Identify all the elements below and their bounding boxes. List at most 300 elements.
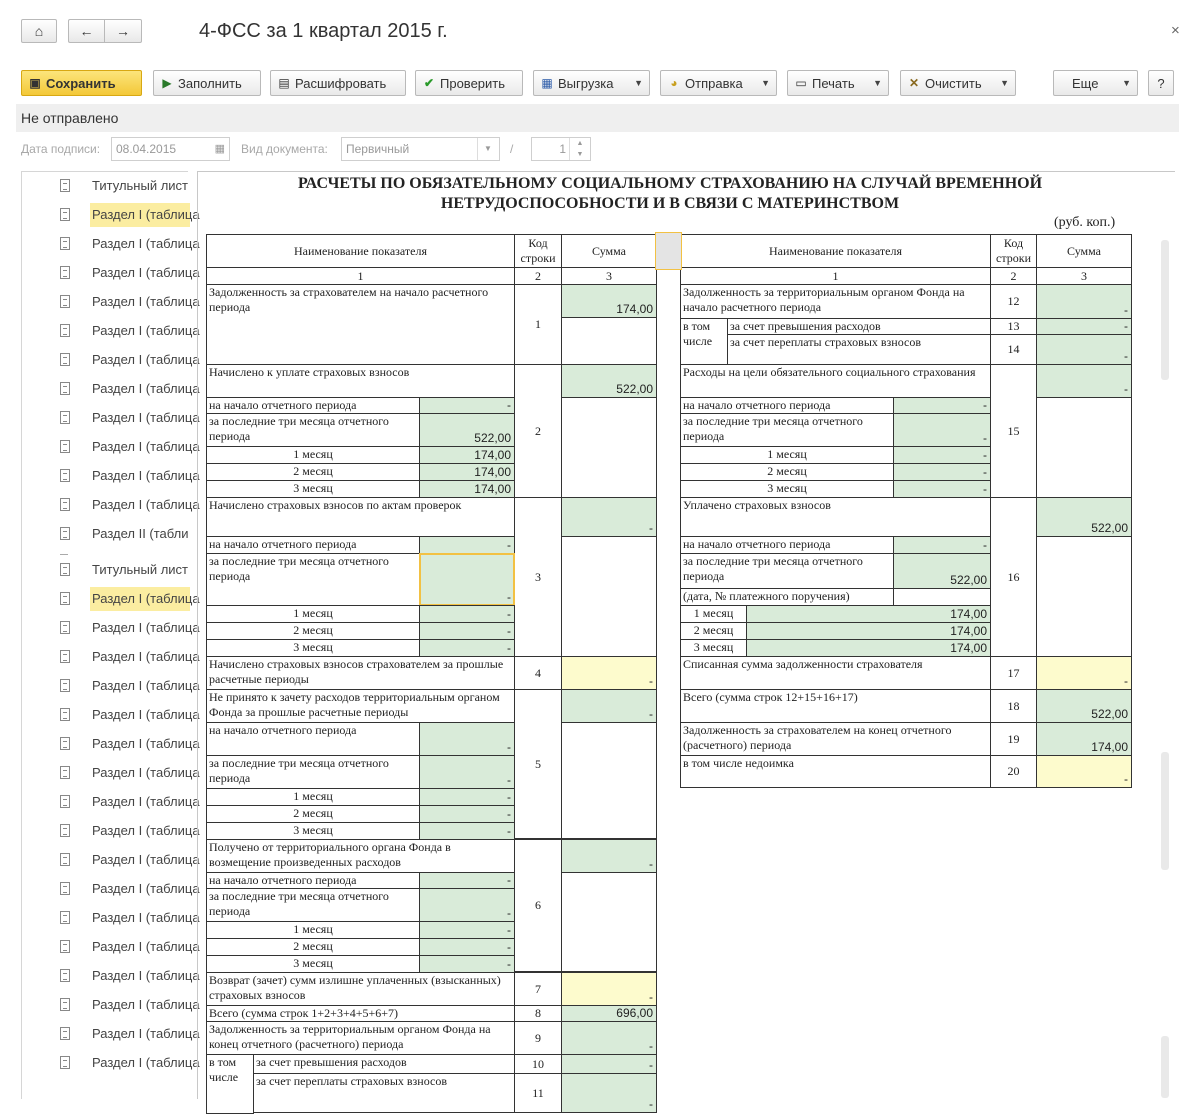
calendar-icon[interactable]: ▦ (214, 143, 225, 155)
send-label: Отправка (685, 75, 743, 91)
row-code: 1 (514, 284, 562, 365)
month-label: 2 месяц (206, 938, 420, 956)
document-icon (60, 824, 70, 837)
row-code: 19 (990, 722, 1037, 756)
value-input[interactable]: 174,00 (746, 622, 991, 640)
value-input[interactable]: - (419, 755, 515, 789)
form-title-line1: РАСЧЕТЫ ПО ОБЯЗАТЕЛЬНОМУ СОЦИАЛЬНОМУ СТРАХОВАНИЮ НА СЛУЧАЙ ВРЕМЕННОЙ (297, 175, 1043, 192)
sidebar-item-label: Раздел I (таблица (92, 620, 200, 635)
doc-type-select[interactable] (341, 137, 500, 161)
value-input[interactable]: - (419, 722, 515, 756)
row-sublabel: на начало отчетного периода (206, 872, 420, 889)
row-sublabel: за последние три месяца отчетного периода (206, 553, 420, 606)
sidebar-item[interactable] (22, 732, 200, 756)
document-icon (60, 563, 70, 576)
month-label: 2 месяц (206, 805, 420, 823)
sidebar-item[interactable] (22, 493, 200, 517)
value-input[interactable]: - (893, 397, 991, 414)
value-input[interactable]: 174,00 (419, 463, 515, 481)
check-label: Проверить (440, 75, 506, 91)
row-sublabel: за счет переплаты страховых взносов (727, 334, 991, 365)
spinner-icon[interactable]: ▲ ▼ (569, 138, 590, 160)
document-icon (60, 708, 70, 721)
payment-doc-input[interactable] (893, 588, 991, 606)
sidebar-item-label: Раздел I (таблица (92, 410, 200, 425)
empty-cell (561, 536, 657, 657)
send-globe-icon: ◕ (670, 76, 678, 90)
month-label: 1 месяц (206, 788, 420, 806)
value-input[interactable]: - (419, 822, 515, 840)
sum-input[interactable]: - (561, 1073, 657, 1113)
document-icon (60, 266, 70, 279)
empty-cell (561, 397, 657, 498)
value-input[interactable]: - (419, 872, 515, 889)
arrow-right-icon: → (116, 23, 130, 39)
row-sublabel: на начало отчетного периода (680, 536, 894, 554)
correction-number-field[interactable] (531, 137, 591, 161)
sum-input[interactable]: - (1036, 656, 1132, 690)
row-label: Задолженность за страхователем на конец отчетного (расчетного) периода (680, 722, 991, 756)
row-code: 12 (990, 284, 1037, 319)
col-header-sum: Сумма (561, 234, 657, 268)
sections-sidebar (21, 171, 200, 1099)
row-label: Возврат (зачет) сумм излишне уплаченных (взысканных) страховых взносов (206, 972, 515, 1006)
month-label: 3 месяц (206, 639, 420, 657)
row-sublabel: за счет переплаты страховых взносов (253, 1073, 515, 1113)
sidebar-item-label: Раздел I (таблица (92, 323, 200, 338)
chevron-down-icon: ▼ (761, 78, 770, 88)
sum-input[interactable]: 696,00 (561, 1005, 657, 1022)
sidebar-item[interactable] (22, 848, 200, 872)
row-label: в том числе недоимка (680, 755, 991, 788)
sidebar-item[interactable] (22, 558, 188, 582)
col-number: 2 (514, 267, 562, 285)
month-label: 3 месяц (680, 480, 894, 498)
row-sublabel: за последние три месяца отчетного периода (680, 413, 894, 447)
fill-button[interactable] (153, 70, 261, 96)
sidebar-item[interactable] (22, 261, 200, 285)
row-label: Получено от территориального органа Фонда в возмещение произведенных расходов (206, 839, 515, 873)
value-input-selected[interactable]: - (419, 553, 515, 606)
play-icon: ▶ (162, 76, 172, 90)
sidebar-item[interactable] (22, 522, 188, 546)
row-code: 16 (990, 497, 1037, 657)
document-icon (60, 998, 70, 1011)
col-number: 1 (680, 267, 991, 285)
col-header-name: Наименование показателя (680, 234, 991, 268)
col-header-sum: Сумма (1036, 234, 1132, 268)
chevron-down-icon: ▼ (873, 78, 882, 88)
clear-x-icon: ✕ (908, 76, 920, 90)
document-icon (60, 969, 70, 982)
sign-date-value: 08.04.2015 (116, 142, 177, 156)
row-code: 13 (990, 318, 1037, 335)
month-label: 1 месяц (206, 605, 420, 623)
save-label: Сохранить (46, 75, 116, 91)
row-sublabel: на начало отчетного периода (206, 536, 420, 554)
row-code: 18 (990, 689, 1037, 723)
row-label: Начислено страховых взносов по актам проверок (206, 497, 515, 537)
empty-cell (561, 872, 657, 972)
chevron-down-icon: ▼ (1000, 78, 1009, 88)
help-button[interactable] (1148, 70, 1174, 96)
clear-button[interactable] (900, 70, 1016, 96)
col-number: 3 (1036, 267, 1132, 285)
empty-cell (561, 722, 657, 839)
form-title (270, 174, 1070, 214)
document-icon (60, 324, 70, 337)
sidebar-item-label: Раздел I (таблица (92, 265, 200, 280)
month-label: 3 месяц (680, 639, 747, 657)
sum-input[interactable]: - (561, 1021, 657, 1055)
row-code: 20 (990, 755, 1037, 788)
print-button[interactable] (787, 70, 889, 96)
sidebar-item[interactable] (22, 761, 200, 785)
row-label: Не принято к зачету расходов территориальным органом Фонда за прошлые расчетные периоды (206, 689, 515, 723)
row-label: Начислено к уплате страховых взносов (206, 364, 515, 398)
sidebar-item-label: Раздел I (таблица (92, 294, 200, 309)
value-input[interactable]: - (419, 622, 515, 640)
document-icon (60, 179, 70, 192)
form-scrollbar-thumb[interactable] (1161, 240, 1169, 380)
row-code: 4 (514, 656, 562, 690)
close-icon[interactable]: × (1171, 22, 1180, 39)
value-input[interactable]: - (419, 605, 515, 623)
month-label: 1 месяц (680, 446, 894, 464)
document-icon (60, 853, 70, 866)
form-scrollbar-thumb-2[interactable] (1161, 752, 1169, 870)
fill-label: Заполнить (178, 75, 242, 91)
sum-input[interactable]: 174,00 (561, 284, 657, 318)
row-sublabel: на начало отчетного периода (680, 397, 894, 414)
sidebar-item[interactable] (22, 1051, 200, 1075)
row-code: 10 (514, 1054, 562, 1074)
form-title-line2: НЕТРУДОСПОСОБНОСТИ И В СВЯЗИ С МАТЕРИНСТВОМ (440, 195, 900, 212)
check-button[interactable] (415, 70, 523, 96)
sidebar-item-label: Раздел I (таблица (90, 587, 190, 611)
col-header-code: Код строки (514, 234, 562, 268)
value-input[interactable]: - (893, 463, 991, 481)
send-button[interactable] (660, 70, 777, 96)
home-button[interactable] (21, 19, 57, 43)
row-code: 3 (514, 497, 562, 657)
value-input[interactable]: 522,00 (893, 553, 991, 589)
month-label: 2 месяц (206, 622, 420, 640)
sidebar-item[interactable] (22, 906, 200, 930)
home-icon: ⌂ (34, 23, 44, 39)
month-label: 1 месяц (680, 605, 747, 623)
sidebar-item-label: Раздел I (таблица (92, 823, 200, 838)
sidebar-item[interactable] (22, 406, 200, 430)
sidebar-item-label: Раздел I (таблица (92, 736, 200, 751)
sidebar-item[interactable] (22, 877, 200, 901)
document-icon (60, 795, 70, 808)
floppy-disk-icon: ▣ (29, 76, 41, 90)
slash-label: / (510, 142, 514, 156)
sidebar-item[interactable] (22, 616, 200, 640)
document-icon (60, 911, 70, 924)
row-sublabel: за последние три месяца отчетного периода (680, 553, 894, 589)
sidebar-item-label: Раздел I (таблица (92, 497, 200, 512)
row-sublabel: в том числе (680, 318, 728, 365)
row-code: 9 (514, 1021, 562, 1055)
document-title: 4-ФСС за 1 квартал 2015 г. (199, 20, 448, 42)
sidebar-item[interactable] (22, 174, 188, 198)
sidebar-item-label: Раздел I (таблица (92, 968, 200, 983)
value-input[interactable]: 174,00 (419, 480, 515, 498)
sidebar-item-label: Раздел I (таблица (92, 765, 200, 780)
sidebar-item[interactable] (22, 348, 200, 372)
sum-input[interactable]: 522,00 (1036, 689, 1132, 723)
row-label: Задолженность за территориальным органом Фонда на начало расчетного периода (680, 284, 991, 319)
sidebar-item[interactable] (22, 203, 200, 227)
more-button[interactable] (1053, 70, 1138, 96)
sidebar-item-label: Раздел I (таблица (92, 910, 200, 925)
sidebar-item-label: Раздел I (таблица (90, 203, 190, 227)
document-icon (60, 737, 70, 750)
row-sublabel: за счет превышения расходов (253, 1054, 515, 1074)
sum-input[interactable]: - (561, 497, 657, 537)
value-input[interactable]: - (419, 805, 515, 823)
status-bar (16, 104, 1179, 132)
document-icon (60, 621, 70, 634)
sum-input[interactable]: 522,00 (561, 364, 657, 398)
correction-number-value: 1 (559, 142, 566, 156)
sum-input[interactable]: - (1036, 334, 1132, 365)
sidebar-item-label: Раздел I (таблица (92, 1026, 200, 1041)
row-label: Задолженность за территориальным органом Фонда на конец отчетного (расчетного) периода (206, 1021, 515, 1055)
sum-input[interactable]: - (1036, 318, 1132, 335)
document-icon (60, 469, 70, 482)
sidebar-item-label: Титульный лист (92, 562, 189, 577)
sidebar-item-label: Раздел I (таблица (92, 997, 200, 1012)
value-input[interactable]: - (419, 536, 515, 554)
chevron-down-icon: ▼ (634, 78, 643, 88)
row-label: Задолженность за страхователем на начало расчетного периода (206, 284, 515, 365)
document-icon: ▤ (278, 76, 290, 90)
value-input[interactable]: - (419, 788, 515, 806)
row-code: 14 (990, 334, 1037, 365)
document-icon (60, 527, 70, 540)
printer-icon: ▭ (795, 76, 807, 90)
sidebar-item[interactable] (22, 435, 200, 459)
sidebar-item-label: Раздел I (таблица (92, 439, 200, 454)
col-number: 1 (206, 267, 515, 285)
sidebar-item[interactable] (22, 964, 200, 988)
decode-label: Расшифровать (295, 75, 387, 91)
units-label: (руб. коп.) (1054, 215, 1116, 230)
row-code: 7 (514, 972, 562, 1006)
sidebar-item-label: Раздел I (таблица (92, 794, 200, 809)
value-input[interactable]: 174,00 (746, 605, 991, 623)
sidebar-item[interactable] (22, 1022, 200, 1046)
sidebar-item[interactable] (22, 377, 200, 401)
export-label: Выгрузка (558, 75, 614, 91)
chevron-down-icon: ▼ (477, 138, 498, 160)
col-number: 3 (561, 267, 657, 285)
sidebar-item-label: Раздел I (таблица (92, 678, 200, 693)
month-label: 1 месяц (206, 446, 420, 464)
row-code: 8 (514, 1005, 562, 1022)
col-header-name: Наименование показателя (206, 234, 515, 268)
sum-input[interactable]: - (1036, 755, 1132, 788)
document-icon (60, 1056, 70, 1069)
doc-type-value: Первичный (346, 142, 410, 156)
sum-input[interactable]: 522,00 (1036, 497, 1132, 537)
sum-input[interactable]: - (561, 1054, 657, 1074)
sidebar-item[interactable] (22, 587, 200, 611)
month-label: 3 месяц (206, 822, 420, 840)
export-button[interactable] (533, 70, 650, 96)
sidebar-item[interactable] (22, 819, 200, 843)
row-sublabel: на начало отчетного периода (206, 397, 420, 414)
row-code: 5 (514, 689, 562, 839)
clear-label: Очистить (925, 75, 982, 91)
sidebar-item-label: Раздел I (таблица (92, 707, 200, 722)
document-icon (60, 679, 70, 692)
sidebar-item-label: Раздел I (таблица (92, 236, 200, 251)
table-separator-cell[interactable] (655, 232, 682, 270)
sidebar-item-label: Раздел I (таблица (92, 852, 200, 867)
sidebar-item-label: Титульный лист (92, 178, 189, 193)
document-icon (60, 237, 70, 250)
month-label: 2 месяц (680, 622, 747, 640)
sidebar-item[interactable] (22, 674, 200, 698)
value-input[interactable]: 522,00 (419, 413, 515, 447)
document-icon (60, 295, 70, 308)
document-icon (60, 411, 70, 424)
print-label: Печать (812, 75, 855, 91)
sidebar-separator (60, 554, 68, 555)
row-code: 2 (514, 364, 562, 498)
arrow-left-icon: ← (79, 23, 94, 39)
decode-button[interactable] (270, 70, 406, 96)
sidebar-item-label: Раздел I (таблица (92, 881, 200, 896)
back-button[interactable] (68, 19, 104, 43)
sidebar-item-label: Раздел I (таблица (92, 649, 200, 664)
value-input[interactable]: 174,00 (746, 639, 991, 657)
sidebar-item-label: Раздел I (таблица (92, 1055, 200, 1070)
row-sublabel: в том числе (206, 1054, 254, 1114)
sidebar-item[interactable] (22, 319, 200, 343)
document-icon (60, 353, 70, 366)
save-button[interactable] (21, 70, 142, 96)
sidebar-item-label: Раздел I (таблица (92, 381, 200, 396)
sidebar-item[interactable] (22, 464, 200, 488)
sidebar-item[interactable] (22, 645, 200, 669)
checkmark-icon: ✔ (423, 76, 435, 90)
empty-cell (1036, 397, 1132, 498)
document-icon (60, 208, 70, 221)
status-text: Не отправлено (21, 110, 119, 126)
chevron-down-icon: ▼ (1122, 78, 1131, 88)
sidebar-item[interactable] (22, 790, 200, 814)
sum-input[interactable]: 174,00 (1036, 722, 1132, 756)
empty-cell (1036, 536, 1132, 657)
sign-date-label: Дата подписи: (21, 142, 101, 156)
document-icon (60, 650, 70, 663)
sum-input[interactable]: - (1036, 364, 1132, 398)
month-label: 2 месяц (680, 463, 894, 481)
empty-cell (561, 317, 657, 365)
value-input[interactable]: - (893, 413, 991, 447)
month-label: 1 месяц (206, 921, 420, 939)
month-label: 3 месяц (206, 955, 420, 973)
row-label: Начислено страховых взносов страхователем за прошлые расчетные периоды (206, 656, 515, 690)
value-input[interactable]: - (893, 536, 991, 554)
value-input[interactable]: 174,00 (419, 446, 515, 464)
row-code: 15 (990, 364, 1037, 498)
sidebar-item[interactable] (22, 232, 200, 256)
row-sublabel: за последние три месяца отчетного периода (206, 755, 420, 789)
document-icon (60, 440, 70, 453)
month-label: 2 месяц (206, 463, 420, 481)
row-label: Расходы на цели обязательного социального страхования (680, 364, 991, 398)
value-input[interactable]: - (419, 921, 515, 939)
forward-button[interactable] (104, 19, 142, 43)
row-sublabel: за счет превышения расходов (727, 318, 991, 335)
row-sublabel: за последние три месяца отчетного периода (206, 413, 420, 447)
document-icon (60, 382, 70, 395)
help-icon: ? (1157, 75, 1165, 91)
row-sublabel: (дата, № платежного поручения) (680, 588, 894, 606)
row-code: 11 (514, 1073, 562, 1113)
sum-input[interactable]: - (561, 972, 657, 1006)
document-icon (60, 1027, 70, 1040)
document-icon (60, 940, 70, 953)
document-icon (60, 766, 70, 779)
value-input[interactable]: - (419, 888, 515, 922)
row-label: Списанная сумма задолженности страхователя (680, 656, 991, 690)
row-label: Всего (сумма строк 1+2+3+4+5+6+7) (206, 1005, 515, 1022)
sidebar-item-label: Раздел I (таблица (92, 352, 200, 367)
sum-input[interactable]: - (561, 839, 657, 873)
value-input[interactable]: - (893, 480, 991, 498)
col-number: 2 (990, 267, 1037, 285)
value-input[interactable]: - (419, 938, 515, 956)
form-scrollbar-thumb-3[interactable] (1161, 1036, 1169, 1098)
sidebar-item-label: Раздел I (таблица (92, 939, 200, 954)
sum-input[interactable]: - (561, 689, 657, 723)
sum-input[interactable]: - (561, 656, 657, 690)
sidebar-item-label: Раздел I (таблица (92, 468, 200, 483)
row-sublabel: на начало отчетного периода (206, 722, 420, 756)
sign-date-field[interactable] (111, 137, 230, 161)
sidebar-item[interactable] (22, 703, 200, 727)
document-icon (60, 498, 70, 511)
sidebar-item[interactable] (22, 935, 200, 959)
row-sublabel: за последние три месяца отчетного периода (206, 888, 420, 922)
value-input[interactable]: - (419, 639, 515, 657)
col-header-code: Код строки (990, 234, 1037, 268)
value-input[interactable]: - (419, 955, 515, 973)
row-label: Всего (сумма строк 12+15+16+17) (680, 689, 991, 723)
sidebar-item[interactable] (22, 993, 200, 1017)
sidebar-item[interactable] (22, 290, 200, 314)
value-input[interactable]: - (419, 397, 515, 414)
doc-type-label: Вид документа: (241, 142, 328, 156)
export-icon: ▦ (541, 76, 553, 90)
month-label: 3 месяц (206, 480, 420, 498)
row-label: Уплачено страховых взносов (680, 497, 991, 537)
value-input[interactable]: - (893, 446, 991, 464)
sidebar-item-label: Раздел II (табли (92, 526, 189, 541)
sum-input[interactable]: - (1036, 284, 1132, 319)
document-icon (60, 882, 70, 895)
row-code: 17 (990, 656, 1037, 690)
document-icon (60, 592, 70, 605)
more-label: Еще (1072, 75, 1099, 91)
